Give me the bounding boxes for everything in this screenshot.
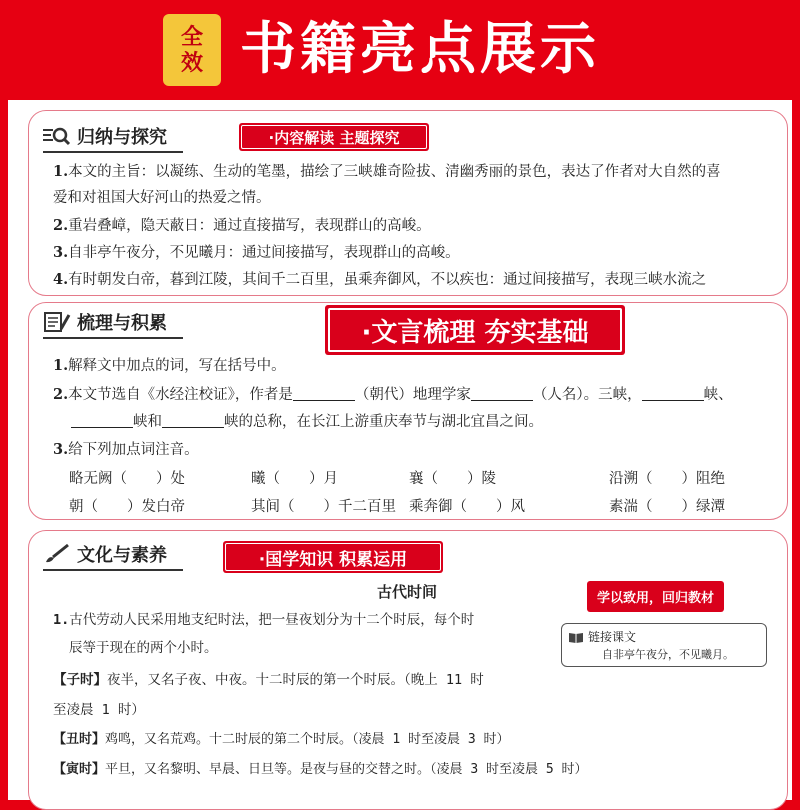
culture-line-2: 辰等于现在的两个小时。 bbox=[69, 640, 218, 656]
pinyin-item: 素湍（ ）绿潭 bbox=[609, 499, 725, 515]
section-culture-title bbox=[43, 541, 183, 571]
review-q1: 1.解释文中加点的词，写在括号中。 bbox=[53, 357, 286, 374]
magnifier-icon bbox=[43, 125, 71, 147]
pinyin-item: 其间（ ）千二百里 bbox=[251, 499, 396, 515]
summary-line-3: 2.重岩叠嶂，隐天蔽日：通过直接描写，表现群山的高峻。 bbox=[53, 217, 431, 234]
review-q3: 3.给下列加点词注音。 bbox=[53, 441, 199, 458]
culture-line-6: 【寅时】平旦，又名黎明、早晨、日旦等。是夜与昼的交替之时。（凌晨 3 时至凌晨 5 时） bbox=[53, 762, 588, 777]
culture-line-4: 至凌晨 1 时） bbox=[53, 702, 145, 718]
section-summary-tag-text: ·内容解读 主题探究 bbox=[241, 125, 427, 149]
answer-blank[interactable] bbox=[471, 385, 533, 401]
answer-blank[interactable] bbox=[71, 412, 133, 428]
culture-subtitle: 古代时间 bbox=[377, 583, 438, 601]
culture-line-5: 【丑时】鸡鸣，又名荒鸡。十二时辰的第二个时辰。（凌晨 1 时至凌晨 3 时） bbox=[53, 732, 510, 747]
pinyin-item: 略无阙（ ）处 bbox=[69, 471, 185, 487]
pinyin-item: 朝（ ）发白帝 bbox=[69, 499, 185, 515]
banner-title: 书籍亮点展示 bbox=[240, 17, 600, 82]
pinyin-item: 乘奔御（ ）风 bbox=[409, 499, 525, 515]
book-icon bbox=[568, 631, 584, 643]
answer-blank[interactable] bbox=[642, 385, 704, 401]
section-culture-tag bbox=[223, 541, 443, 573]
section-summary-title bbox=[43, 123, 183, 153]
side-tag: 学以致用，回归教材 bbox=[587, 581, 724, 612]
answer-blank[interactable] bbox=[162, 412, 224, 428]
logo-char-2: 效 bbox=[180, 50, 203, 76]
answer-blank[interactable] bbox=[293, 385, 355, 401]
summary-line-4: 3.自非亭午夜分，不见曦月：通过间接描写，表现群山的高峻。 bbox=[53, 244, 460, 261]
section-summary-card bbox=[28, 110, 788, 296]
header-banner bbox=[0, 0, 800, 100]
section-summary-tag bbox=[239, 123, 429, 151]
pinyin-item: 沿溯（ ）阻绝 bbox=[609, 471, 725, 487]
notebook-pen-icon bbox=[43, 311, 71, 333]
section-summary-label: 归纳与探究 bbox=[77, 127, 167, 148]
culture-line-3: 【子时】夜半，又名子夜、中夜。十二时辰的第一个时辰。（晚上 11 时 bbox=[53, 672, 484, 688]
link-label: 链接课文 bbox=[588, 630, 637, 644]
pinyin-item: 曦（ ）月 bbox=[251, 471, 338, 487]
brush-icon bbox=[43, 543, 71, 565]
review-q2-line1: 2.本文节选自《水经注校证》，作者是 （朝代）地理学家 （人名）。三峡， 峡、 bbox=[53, 386, 733, 403]
summary-line-1: 1.本文的主旨：以凝练、生动的笔墨，描绘了三峡雄奇险拔、清幽秀丽的景色，表达了作者对大自然的喜 bbox=[53, 163, 721, 180]
section-review-tag-text: ·文言梳理 夯实基础 bbox=[328, 308, 622, 352]
pinyin-item: 襄（ ）陵 bbox=[409, 471, 496, 487]
logo-char-1: 全 bbox=[180, 24, 203, 50]
link-text: 自非亭午夜分，不见曦月。 bbox=[602, 648, 734, 661]
summary-line-5: 4.有时朝发白帝，暮到江陵，其间千二百里，虽乘奔御风，不以疾也：通过间接描写，表现三峡水流之 bbox=[53, 271, 707, 288]
section-review-tag bbox=[325, 305, 625, 355]
section-review-title bbox=[43, 309, 183, 339]
section-review-label: 梳理与积累 bbox=[77, 313, 167, 334]
section-review-card bbox=[28, 302, 788, 520]
section-culture-card bbox=[28, 530, 788, 810]
section-culture-tag-text: ·国学知识 积累运用 bbox=[225, 543, 441, 571]
brand-logo bbox=[163, 14, 221, 86]
section-culture-label: 文化与素养 bbox=[77, 545, 167, 566]
link-text-box bbox=[561, 623, 767, 667]
summary-line-2: 爱和对祖国大好河山的热爱之情。 bbox=[53, 190, 271, 206]
page-body bbox=[8, 100, 792, 800]
culture-line-1: 1.古代劳动人民采用地支纪时法，把一昼夜划分为十二个时辰，每个时 bbox=[53, 612, 475, 628]
review-q2-line2: 峡和 峡的总称，在长江上游重庆奉节与湖北宜昌之间。 bbox=[71, 409, 763, 435]
